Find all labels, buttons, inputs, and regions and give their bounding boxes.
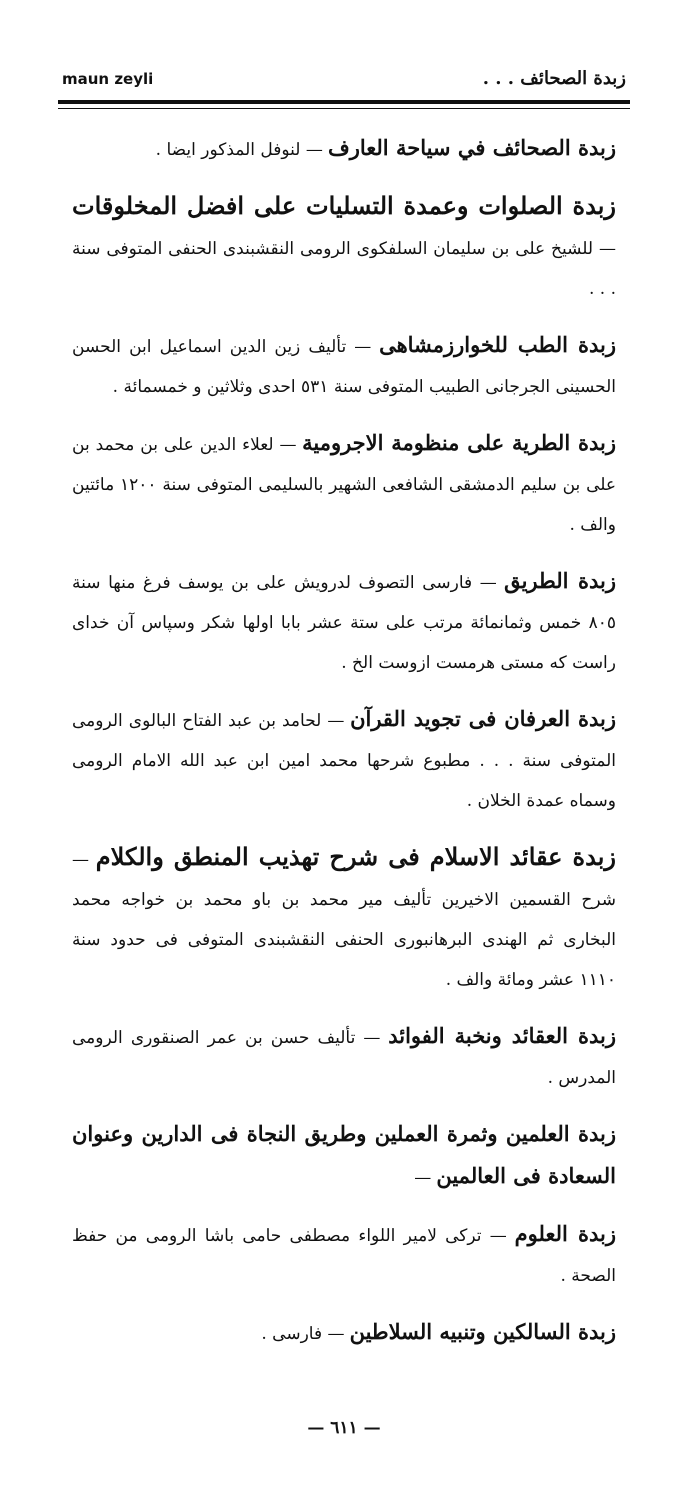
entry: [72, 186, 616, 309]
entry-body: — لنوفل المذكور ايضا .: [155, 140, 323, 160]
entry-title: زبدة عقائد الاسلام فى شرح تهذيب المنطق والكلام: [95, 842, 616, 871]
entry-body: — لحامد بن عبد الفتاح البالوى الرومى المتوفى سنة . . . مطبوع شرحها محمد امين ابن عبد الله الامام الرومى وسماه عمدة الخلان .: [72, 711, 616, 811]
running-header: [62, 70, 626, 96]
entry-title: زبدة الصلوات وعمدة التسليات على افضل المخلوقات: [72, 191, 616, 220]
entry-title: زبدة العلوم: [514, 1221, 616, 1246]
entry-body: — للشيخ على بن سليمان السلفكوى الرومى النقشبندى الحنفى المتوفى سنة . . .: [72, 239, 616, 299]
entries-list: [72, 128, 616, 1370]
entry-body: — فارسى .: [261, 1324, 345, 1344]
entry-title: زبدة العرفان فى تجويد القرآن: [350, 706, 616, 731]
entry: [72, 1312, 616, 1354]
entry-title: زبدة الطرية على منظومة الاجرومية: [302, 430, 616, 455]
entry-body: — فارسى التصوف لدرويش على بن يوسف فرغ منها سنة ٨٠٥ خمس وثمانمائة مرتب على ستة عشر بابا اولها شكر وسپاس آن خداى راست كه مستى هرمست ازوست الخ .: [72, 573, 616, 673]
header-right-label: زبدة الصحائف . . .: [482, 68, 626, 89]
entry-title: زبدة العقائد ونخبة الفوائد: [388, 1023, 616, 1048]
entry: [72, 1016, 616, 1098]
entry-body: — تأليف زين الدين اسماعيل ابن الحسن الحسينى الجرجانى الطبيب المتوفى سنة ٥٣١ احدى وثلاثين و خمسمائة .: [72, 337, 616, 397]
header-left-label: maun zeyli: [62, 70, 154, 88]
entry-body: — لعلاء الدين على بن محمد بن على بن سليم الدمشقى الشافعى الشهير بالسليمى المتوفى سنة ١٢٠٠ مائتين والف .: [72, 435, 617, 535]
entry-title: زبدة الطب للخوارزمشاهى: [379, 332, 616, 357]
entry-body: — شرح القسمين الاخيرين تأليف مير محمد بن باو محمد بن خواجه محمد البخارى ثم الهندى البرهانبورى الحنفى النقشبندى المتوفى فى حدود سنة ١١١٠ عشر ومائة والف .: [72, 850, 616, 990]
entry: [72, 325, 616, 407]
entry-body: —: [414, 1168, 432, 1188]
entry-title: زبدة الصحائف في سياحة العارف: [327, 135, 616, 160]
entry: [72, 561, 616, 683]
header-rule-thin: [58, 108, 630, 109]
entry: [72, 837, 616, 1000]
entry: [72, 423, 616, 545]
entry: [72, 1214, 616, 1296]
entry-title: زبدة السالكين وتنبيه السلاطين: [349, 1319, 616, 1344]
entry: [72, 699, 616, 821]
header-rule-thick: [58, 100, 630, 104]
entry: [72, 1114, 616, 1198]
entry-title: زبدة العلمين وثمرة العملين وطريق النجاة فى الدارين وعنوان السعادة فى العالمين: [72, 1121, 616, 1188]
entry: [72, 128, 616, 170]
entry-body: — تركى لامير اللواء مصطفى حامى باشا الرومى من حفظ الصحة .: [72, 1226, 616, 1286]
entry-title: زبدة الطريق: [504, 568, 616, 593]
entry-body: — تأليف حسن بن عمر الصنقورى الرومى المدرس .: [72, 1028, 616, 1088]
page-number: — ٦١١ —: [307, 1418, 381, 1438]
